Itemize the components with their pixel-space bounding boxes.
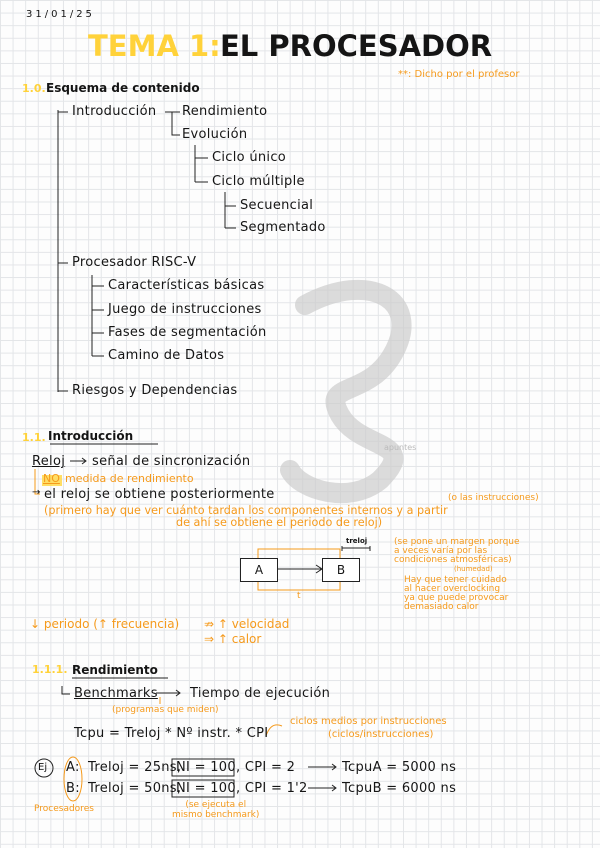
treloj-label: treloj [346,537,368,545]
watermark: apuntes [384,443,417,452]
scheme-item: Ciclo múltiple [212,174,305,189]
ni-a: NI = 100 [176,760,236,775]
cpi-unit-note: (ciclos/instrucciones) [328,729,434,740]
section-heading: Introducción [48,429,134,443]
processors-label: Procesadores [34,804,94,814]
ni-b: NI = 100 [176,781,236,796]
section-number: 1.1. [22,431,46,444]
component-b-box: B [322,558,360,582]
scheme-item: Secuencial [240,198,314,213]
title-number: TEMA 1: [88,29,221,63]
professor-note: **: Dicho por el profesor [398,69,520,80]
component-a-box: A [240,558,278,582]
same-benchmark-note: (se ejecuta el mismo benchmark) [172,800,260,820]
scheme-item: Fases de segmentación [108,325,267,340]
page-title: EL PROCESADOR [220,29,493,63]
instructions-note: (o las instrucciones) [448,493,539,503]
explanation-line: de ahí se obtiene el periodo de reloj) [176,516,383,529]
cpu-time-a: TcpuA = 5000 ns [342,760,457,775]
benchmarks-note: (programas que miden) [112,705,219,715]
scheme-item: Procesador RISC-V [72,255,197,270]
cpu-time-b: TcpuB = 6000 ns [342,781,457,796]
processor-b: B: [66,781,80,796]
speed-effect: ⇏ ↑ velocidad [204,617,290,631]
cpi-b: , CPI = 1'2 [236,781,308,796]
cpu-time-formula: Tcpu = Treloj * Nº instr. * CPI [74,726,269,741]
scheme-item: Introducción [72,104,157,119]
section-number: 1.1.1. [32,663,68,676]
scheme-item: Juego de instrucciones [108,302,262,317]
scheme-item: Riesgos y Dependencias [72,383,238,398]
cpi-note: ciclos medios por instrucciones [290,716,447,727]
scheme-item: Segmentado [240,220,326,235]
scheme-item: Camino de Datos [108,348,225,363]
clock-obtained-note: el reloj se obtiene posteriormente [44,487,275,502]
clock-word: Reloj [32,454,66,469]
scheme-item: Evolución [182,127,248,142]
section-heading: Esquema de contenido [46,81,200,95]
scheme-item: Ciclo único [212,150,287,165]
not-performance-measure: medida de rendimiento [65,472,194,485]
example-label: Ej [38,762,48,773]
scheme-item: Características básicas [108,278,265,293]
t-label: t [297,591,301,601]
no-word: NO [43,472,60,485]
margin-note: (se pone un margen porque a veces varía por las condiciones atmosféricas) (humedad) [394,537,520,573]
scheme-item: Rendimiento [182,104,268,119]
period-frequency: ↓ periodo (↑ frecuencia) [30,617,180,631]
clock-a: Treloj = 25ns, [88,760,182,775]
processor-a: A: [66,760,80,775]
section-number: 1.0. [22,82,46,95]
section-heading: Rendimiento [72,663,158,677]
overclock-note: Hay que tener cuidado al hacer overclocking ya que puede provocar demasiado calor [404,575,509,612]
cpi-a: , CPI = 2 [236,760,296,775]
clock-b: Treloj = 50ns, [88,781,182,796]
benchmarks-word: Benchmarks [74,686,158,701]
clock-definition: señal de sincronización [92,454,251,469]
heat-effect: ⇒ ↑ calor [204,632,262,646]
execution-time: Tiempo de ejecución [190,686,331,701]
date: 31/01/25 [26,9,95,20]
explanation-line: (primero hay que ver cuánto tardan los componentes internos y a partir [44,504,448,517]
